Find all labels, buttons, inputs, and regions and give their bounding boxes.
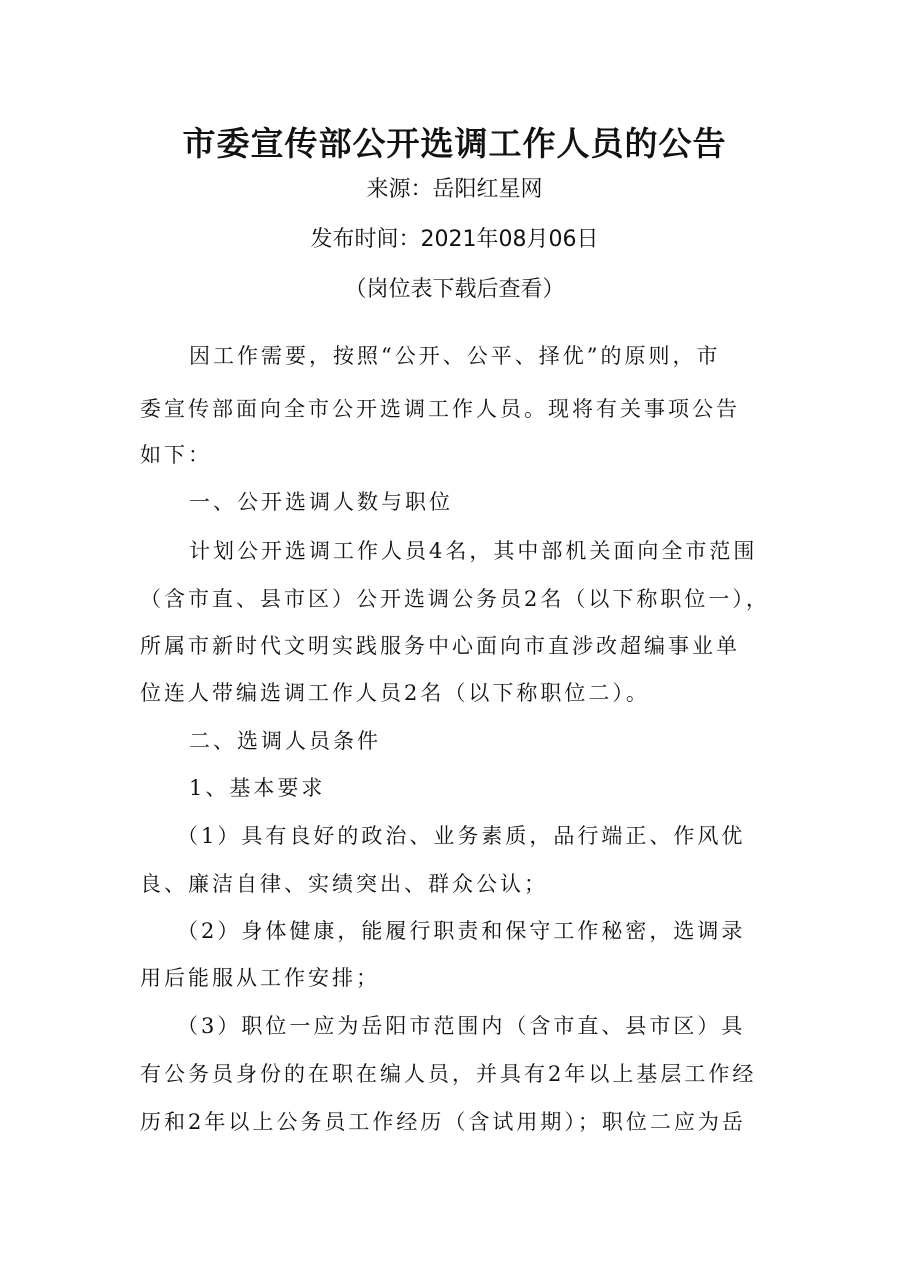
section-heading: 一、公开选调人数与职位 — [189, 490, 453, 514]
paragraph-line: 如下： — [140, 443, 212, 467]
paragraph-line: 因工作需要，按照“公开、公平、择优”的原则，市 — [189, 344, 721, 368]
paragraph-line: （2）身体健康，能履行职责和保守工作秘密，选调录 — [177, 919, 746, 943]
paragraph-line: 所属市新时代文明实践服务中心面向市直涉改超编事业单 — [140, 634, 740, 658]
section-heading: 二、选调人员条件 — [189, 729, 381, 753]
subsection-heading: 1、基本要求 — [189, 776, 326, 800]
paragraph-line: 用后能服从工作安排； — [140, 966, 380, 990]
download-note: （岗位表下载后查看） — [344, 277, 565, 302]
paragraph-line: 委宣传部面向全市公开选调工作人员。现将有关事项公告 — [140, 397, 740, 421]
paragraph-line: （含市直、县市区）公开选调公务员2名（以下称职位一）， — [140, 587, 770, 611]
publish-date: 发布时间：2021年08月06日 — [310, 227, 599, 252]
paragraph-line: 计划公开选调工作人员4名，其中部机关面向全市范围 — [189, 539, 758, 563]
source-line: 来源：岳阳红星网 — [366, 177, 543, 202]
document-title: 市委宣传部公开选调工作人员的公告 — [182, 124, 727, 163]
paragraph-line: （1）具有良好的政治、业务素质，品行端正、作风优 — [177, 824, 746, 848]
paragraph-line: 良、廉洁自律、实绩突出、群众公认； — [140, 872, 548, 896]
paragraph-line: 位连人带编选调工作人员2名（以下称职位二）。 — [140, 681, 650, 705]
paragraph-line: 历和2年以上公务员工作经历（含试用期）；职位二应为岳 — [140, 1110, 746, 1134]
paragraph-line: 有公务员身份的在职在编人员，并具有2年以上基层工作经 — [140, 1062, 757, 1086]
paragraph-line: （3）职位一应为岳阳市范围内（含市直、县市区）具 — [177, 1014, 746, 1038]
